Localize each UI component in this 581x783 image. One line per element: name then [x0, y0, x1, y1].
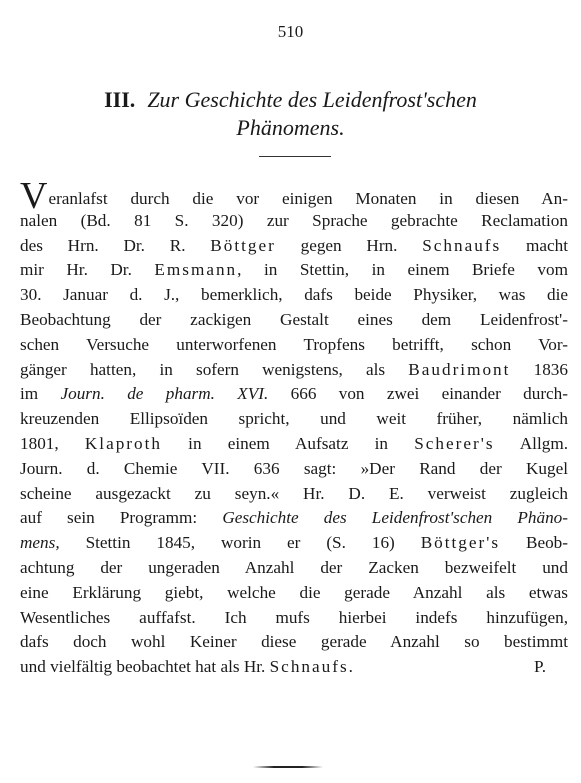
signature: P.	[534, 657, 546, 677]
body-line: mens, Stettin 1845, worin er (S. 16) Böttger's Beob-	[20, 533, 568, 553]
body-line: mir Hr. Dr. Emsmann, in Stettin, in einem Briefe vom	[20, 260, 568, 280]
person-name: Böttger's	[420, 533, 501, 553]
program-title: Geschichte des Leidenfrost'schen Phäno-	[222, 508, 568, 528]
program-title: mens,	[20, 533, 60, 553]
article-body	[20, 175, 568, 680]
person-name: Klaproth	[84, 433, 162, 453]
page-number: 510	[277, 22, 304, 41]
body-line: Journ. d. Chemie VII. 636 sagt: »Der Rand der Kugel	[20, 458, 568, 478]
body-line: scheine ausgezackt zu seyn.« Hr. D. E. verweist zugleich	[20, 483, 568, 503]
body-line: Veranlafst durch die vor einigen Monaten in diesen An-	[20, 175, 568, 217]
body-line: auf sein Programm: Geschichte des Leidenfrost'schen Phäno-	[20, 508, 568, 528]
body-line: dafs doch wohl Keiner diese gerade Anzahl so bestimmt	[20, 632, 568, 652]
journal-reference: Journ. de pharm. XVI.	[60, 384, 269, 404]
person-name: Emsmann	[154, 260, 238, 280]
body-line: des Hrn. Dr. R. Böttger gegen Hrn. Schnaufs macht	[20, 235, 568, 255]
person-name: Böttger	[210, 235, 276, 255]
body-line: im Journ. de pharm. XVI. 666 von zwei einander durch-	[20, 384, 568, 404]
person-name: Scherer's	[414, 433, 495, 453]
article-title	[0, 86, 581, 142]
title-divider	[259, 156, 331, 157]
person-name: Baudrimont	[408, 359, 511, 379]
body-line: Beobachtung der zackigen Gestalt eines dem Leidenfrost'-	[20, 309, 568, 329]
person-name: Schnaufs	[269, 657, 349, 677]
body-line: nalen (Bd. 81 S. 320) zur Sprache gebrachte Reclamation	[20, 210, 568, 230]
body-line: und vielfältig beobachtet hat als Hr. Schnaufs. P.	[20, 655, 568, 680]
drop-cap: V	[20, 175, 48, 217]
end-ornament-rule	[253, 766, 323, 768]
person-name: Schnaufs	[422, 235, 502, 255]
section-number: III.	[104, 87, 136, 112]
body-line: eine Erklärung giebt, welche die gerade Anzahl als etwas	[20, 582, 568, 602]
body-line: 1801, Klaproth in einem Aufsatz in Scherer's Allgm.	[20, 433, 568, 453]
title-text-1: Zur Geschichte des Leidenfrost'schen	[147, 87, 477, 112]
body-line: achtung der ungeraden Anzahl der Zacken bezweifelt und	[20, 557, 568, 577]
body-line: schen Versuche unterworfenen Tropfens betrifft, schon Vor-	[20, 334, 568, 354]
body-line: kreuzenden Ellipsoïden spricht, und weit früher, nämlich	[20, 409, 568, 429]
body-line: 30. Januar d. J., bemerklich, dafs beide Physiker, was die	[20, 285, 568, 305]
body-line: Wesentliches auffafst. Ich mufs hierbei indefs hinzufügen,	[20, 607, 568, 627]
title-line-1	[0, 86, 581, 114]
body-line: gänger hatten, in sofern wenigstens, als Baudrimont 1836	[20, 359, 568, 379]
title-text-2: Phänomens.	[236, 115, 345, 140]
